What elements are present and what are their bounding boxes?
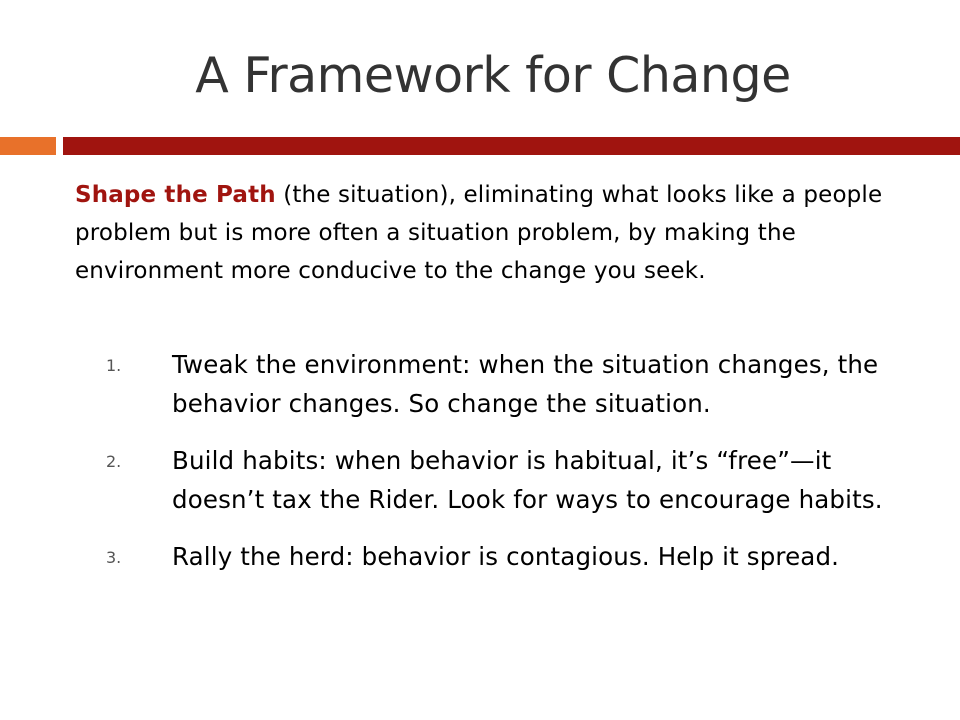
intro-highlight: Shape the Path — [75, 182, 276, 208]
step-text: Tweak the environment: when the situation changes, the behavior changes. So change the situation. — [172, 350, 879, 418]
step-number: 1. — [106, 356, 122, 375]
list-item — [106, 538, 906, 577]
steps-list — [106, 346, 906, 596]
list-item — [106, 346, 906, 423]
title-accent-bar-left — [0, 137, 56, 155]
step-text: Rally the herd: behavior is contagious. Help it spread. — [172, 542, 840, 571]
intro-paragraph — [75, 176, 895, 290]
intro-text: (the situation), eliminating what looks like a people problem but is more often a situation problem, by making the environment more conducive to the change you seek. — [75, 182, 883, 284]
title-accent-bar-right — [63, 137, 960, 155]
slide-title: A Framework for Change — [195, 47, 791, 104]
step-number: 3. — [106, 548, 122, 567]
step-text: Build habits: when behavior is habitual, it’s “free”—it doesn’t tax the Rider. Look for ways to encourage habits. — [172, 446, 883, 514]
list-item — [106, 442, 906, 519]
step-number: 2. — [106, 452, 122, 471]
